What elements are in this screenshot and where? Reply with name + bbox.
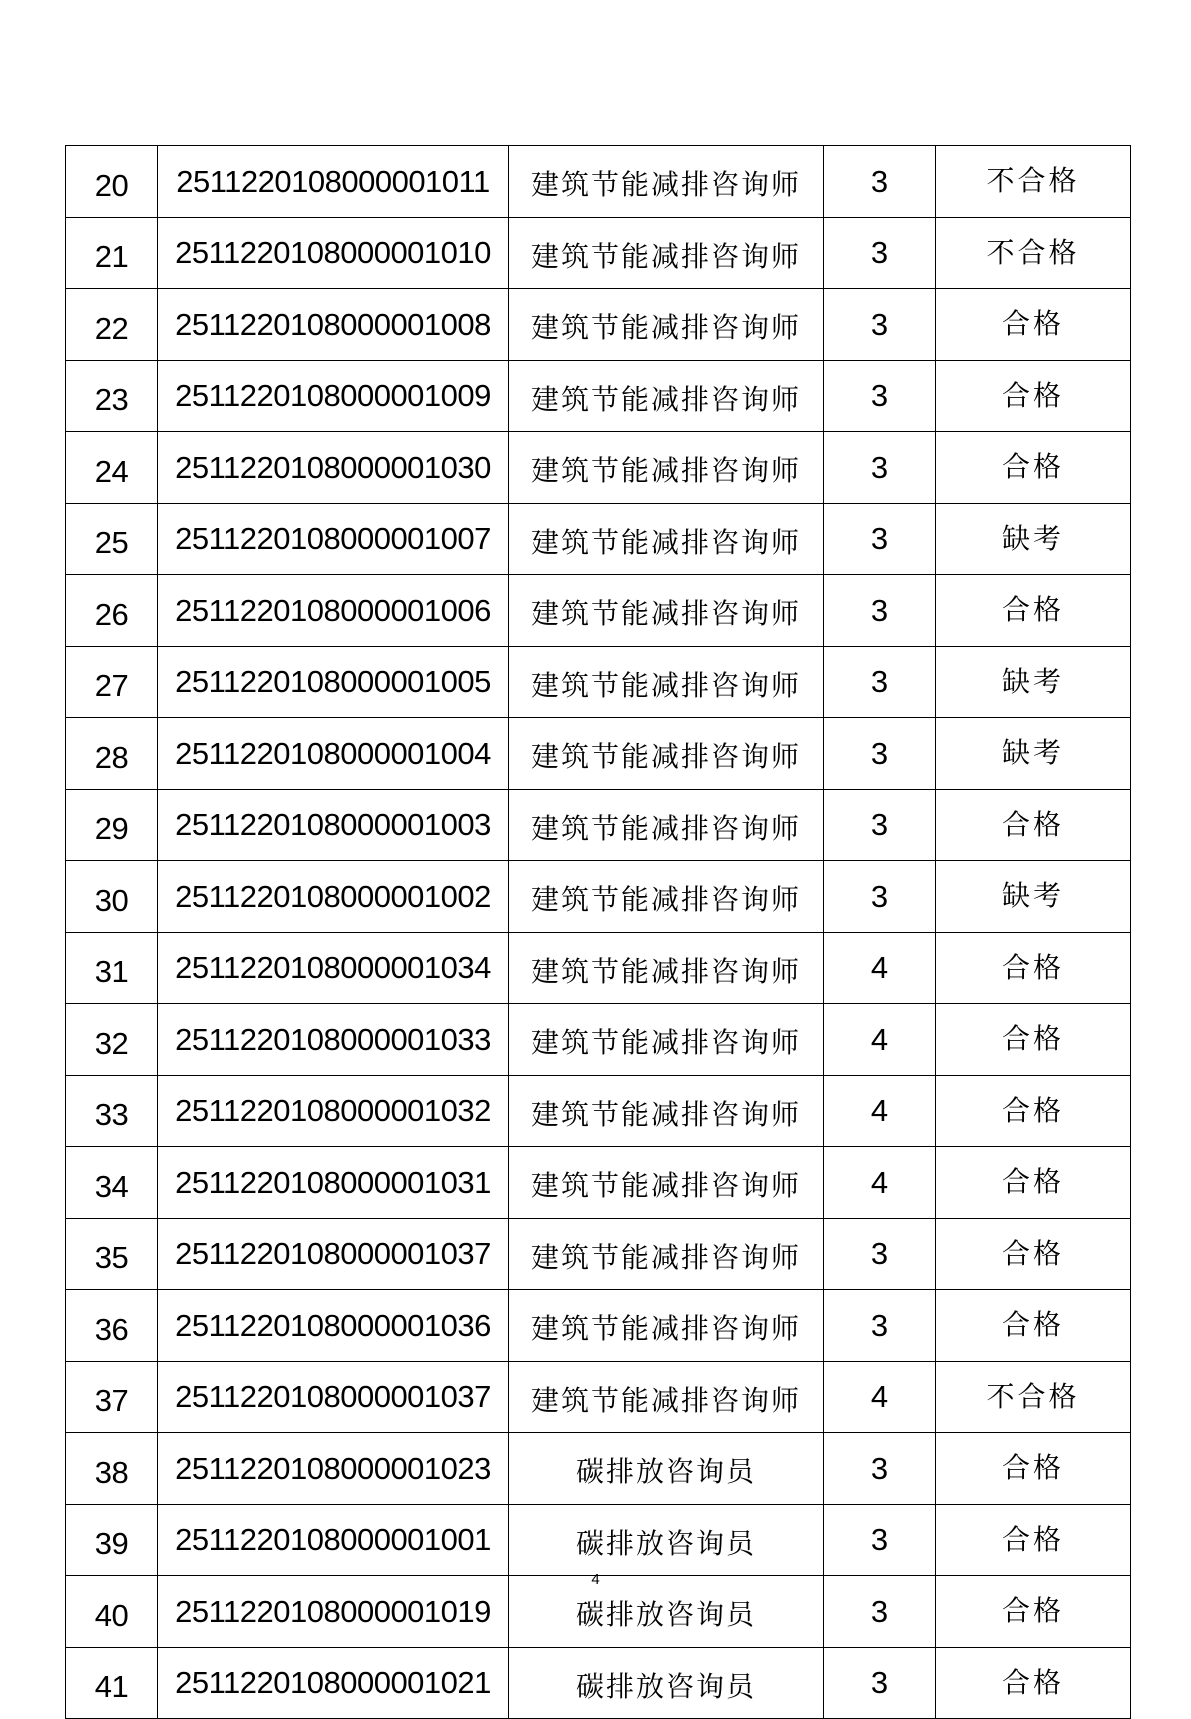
cell-number: 40 [66,1576,158,1648]
table-row [66,360,1131,432]
cell-number: 28 [66,718,158,790]
table-row [66,575,1131,647]
cell-result: 合格 [936,1433,1131,1505]
cell-occupation: 建筑节能减排咨询师 [509,432,824,504]
cell-id: 2511220108000001008 [158,289,509,361]
cell-result: 合格 [936,1004,1131,1076]
cell-occupation: 建筑节能减排咨询师 [509,289,824,361]
cell-result: 合格 [936,1290,1131,1362]
table-row [66,646,1131,718]
cell-number: 35 [66,1218,158,1290]
cell-occupation: 碳排放咨询员 [509,1576,824,1648]
cell-result: 合格 [936,1218,1131,1290]
cell-result: 合格 [936,1504,1131,1576]
cell-id: 2511220108000001009 [158,360,509,432]
table-body [66,146,1131,1719]
cell-result: 合格 [936,575,1131,647]
cell-result: 缺考 [936,646,1131,718]
cell-number: 30 [66,861,158,933]
cell-id: 2511220108000001023 [158,1433,509,1505]
table-row [66,1147,1131,1219]
cell-level: 4 [824,1075,936,1147]
table-row [66,1075,1131,1147]
cell-result: 不合格 [936,217,1131,289]
cell-result: 合格 [936,1576,1131,1648]
cell-result: 缺考 [936,503,1131,575]
cell-number: 38 [66,1433,158,1505]
cell-number: 34 [66,1147,158,1219]
cell-level: 3 [824,1290,936,1362]
cell-occupation: 建筑节能减排咨询师 [509,503,824,575]
cell-id: 2511220108000001032 [158,1075,509,1147]
cell-id: 2511220108000001004 [158,718,509,790]
cell-result: 缺考 [936,861,1131,933]
cell-number: 37 [66,1361,158,1433]
cell-number: 22 [66,289,158,361]
cell-occupation: 碳排放咨询员 [509,1504,824,1576]
cell-occupation: 建筑节能减排咨询师 [509,360,824,432]
cell-occupation: 建筑节能减排咨询师 [509,575,824,647]
cell-number: 25 [66,503,158,575]
cell-number: 24 [66,432,158,504]
cell-level: 3 [824,1218,936,1290]
cell-id: 2511220108000001007 [158,503,509,575]
cell-number: 29 [66,789,158,861]
cell-occupation: 建筑节能减排咨询师 [509,932,824,1004]
cell-number: 21 [66,217,158,289]
cell-number: 33 [66,1075,158,1147]
cell-level: 4 [824,1147,936,1219]
cell-id: 2511220108000001006 [158,575,509,647]
cell-level: 3 [824,146,936,218]
cell-id: 2511220108000001019 [158,1576,509,1648]
cell-id: 2511220108000001033 [158,1004,509,1076]
cell-level: 3 [824,575,936,647]
cell-id: 2511220108000001031 [158,1147,509,1219]
table-row [66,289,1131,361]
table-row [66,932,1131,1004]
table-row [66,789,1131,861]
cell-result: 合格 [936,1147,1131,1219]
table-row [66,1361,1131,1433]
cell-occupation: 建筑节能减排咨询师 [509,1218,824,1290]
cell-result: 合格 [936,1647,1131,1719]
cell-id: 2511220108000001001 [158,1504,509,1576]
cell-occupation: 建筑节能减排咨询师 [509,1147,824,1219]
cell-level: 3 [824,718,936,790]
cell-occupation: 建筑节能减排咨询师 [509,1004,824,1076]
table-row [66,1290,1131,1362]
cell-result: 缺考 [936,718,1131,790]
table-row [66,1647,1131,1719]
cell-number: 26 [66,575,158,647]
cell-result: 合格 [936,1075,1131,1147]
cell-level: 3 [824,1647,936,1719]
cell-result: 合格 [936,932,1131,1004]
table-row [66,146,1131,218]
results-table [65,145,1131,1719]
cell-occupation: 建筑节能减排咨询师 [509,1361,824,1433]
cell-level: 3 [824,503,936,575]
cell-level: 3 [824,646,936,718]
page-number: 4 [591,1571,600,1588]
table-row [66,1004,1131,1076]
cell-number: 32 [66,1004,158,1076]
table-row [66,217,1131,289]
table-row [66,503,1131,575]
cell-level: 3 [824,861,936,933]
cell-id: 2511220108000001036 [158,1290,509,1362]
cell-number: 39 [66,1504,158,1576]
cell-occupation: 建筑节能减排咨询师 [509,217,824,289]
cell-level: 4 [824,1361,936,1433]
cell-id: 2511220108000001002 [158,861,509,933]
cell-result: 合格 [936,289,1131,361]
cell-id: 2511220108000001030 [158,432,509,504]
cell-result: 合格 [936,432,1131,504]
cell-result: 合格 [936,360,1131,432]
table-row [66,1504,1131,1576]
cell-level: 3 [824,360,936,432]
cell-level: 3 [824,289,936,361]
cell-id: 2511220108000001010 [158,217,509,289]
cell-id: 2511220108000001003 [158,789,509,861]
cell-occupation: 建筑节能减排咨询师 [509,1290,824,1362]
cell-number: 23 [66,360,158,432]
cell-occupation: 建筑节能减排咨询师 [509,789,824,861]
cell-level: 3 [824,1576,936,1648]
cell-number: 36 [66,1290,158,1362]
cell-id: 2511220108000001037 [158,1218,509,1290]
cell-result: 不合格 [936,1361,1131,1433]
cell-occupation: 碳排放咨询员 [509,1647,824,1719]
table-row [66,1218,1131,1290]
cell-level: 4 [824,1004,936,1076]
cell-level: 3 [824,1433,936,1505]
cell-occupation: 建筑节能减排咨询师 [509,1075,824,1147]
cell-occupation: 碳排放咨询员 [509,1433,824,1505]
cell-result: 合格 [936,789,1131,861]
cell-number: 27 [66,646,158,718]
cell-result: 不合格 [936,146,1131,218]
cell-id: 2511220108000001005 [158,646,509,718]
cell-id: 2511220108000001011 [158,146,509,218]
table-row [66,432,1131,504]
cell-level: 3 [824,217,936,289]
cell-occupation: 建筑节能减排咨询师 [509,146,824,218]
cell-number: 20 [66,146,158,218]
table-row [66,1433,1131,1505]
cell-id: 2511220108000001037 [158,1361,509,1433]
table-row [66,718,1131,790]
cell-number: 41 [66,1647,158,1719]
table-row [66,861,1131,933]
cell-occupation: 建筑节能减排咨询师 [509,718,824,790]
cell-number: 31 [66,932,158,1004]
cell-level: 3 [824,1504,936,1576]
cell-level: 3 [824,432,936,504]
cell-id: 2511220108000001021 [158,1647,509,1719]
cell-level: 3 [824,789,936,861]
cell-level: 4 [824,932,936,1004]
cell-occupation: 建筑节能减排咨询师 [509,646,824,718]
cell-occupation: 建筑节能减排咨询师 [509,861,824,933]
cell-id: 2511220108000001034 [158,932,509,1004]
